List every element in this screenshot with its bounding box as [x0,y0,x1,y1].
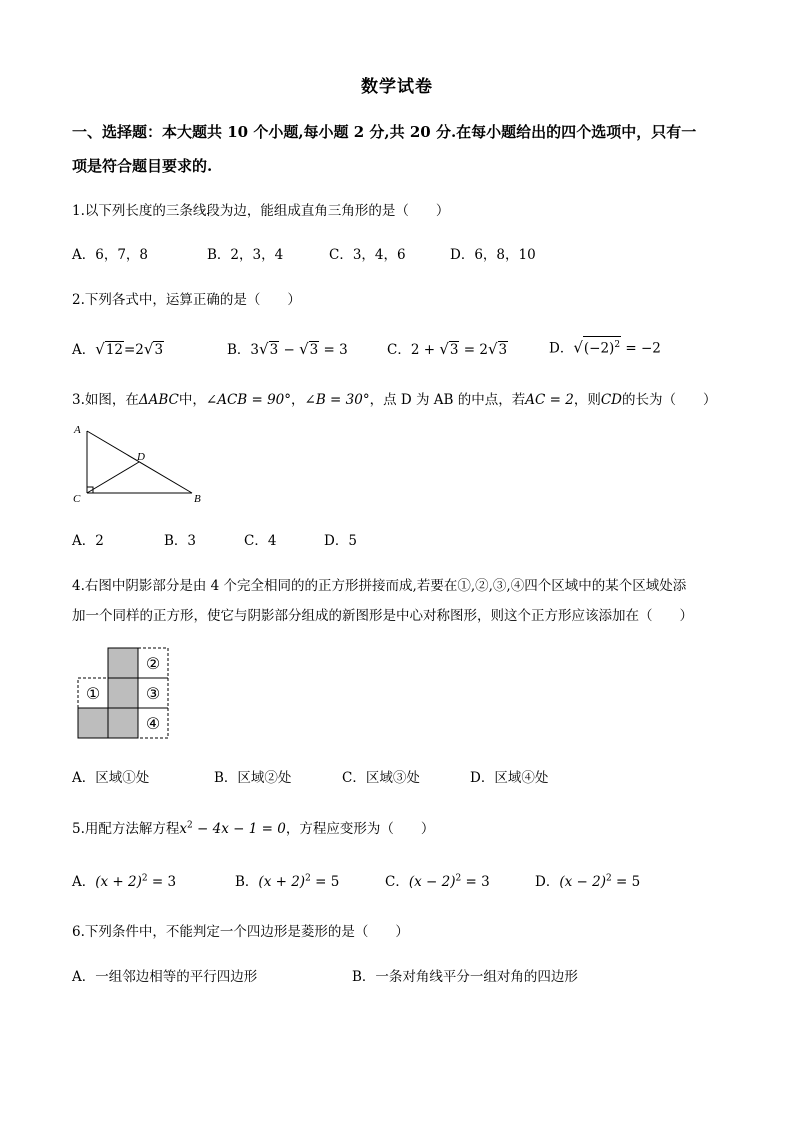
q2-option-c: C．2 + √3 = 2√3 [387,340,508,358]
region-3-label: ③ [145,684,161,703]
question-4-line2: 加一个同样的正方形，使它与阴影部分组成的新图形是中心对称图形，则这个正方形应该添加在（ ） [72,608,693,624]
section-heading-line1: 一、选择题：本大题共 10 个小题,每小题 2 分,共 20 分.在每小题给出的四个选项中，只有一 [72,123,697,141]
question-6-stem: 6.下列条件中，不能判定一个四边形是菱形的是（ ） [72,924,409,940]
label-c: C [73,493,81,505]
question-5-stem: 5.用配方法解方程$x^2 - 4x - 1 = 0$，方程应变形为（ ） [72,820,435,837]
q4-option-d: D．区域④处 [470,770,549,786]
question-2-stem: 2.下列各式中，运算正确的是（ ） [72,292,301,308]
region-4-label: ④ [145,714,161,733]
q2-option-b: B．3√3 − √3 = 3 [227,340,348,358]
shaded-square-middle [108,678,138,708]
q4-option-b: B．区域②处 [214,770,292,786]
squares-figure [76,646,172,742]
q6-option-a: A．一组邻边相等的平行四边形 [72,969,258,985]
label-d: D [137,451,145,463]
region-2-label: ② [145,654,161,673]
q3-option-d: D．5 [324,533,357,549]
triangle-figure [70,420,210,506]
q3-option-c: C．4 [244,533,277,549]
shaded-square-bottom-left [78,708,108,738]
q1-option-d: D．6，8，10 [450,247,536,263]
q5-option-b: B．$(x + 2)^2 = 5$ [235,873,340,890]
question-1-stem: 1.以下列长度的三条线段为边，能组成直角三角形的是（ ） [72,203,450,219]
region-1-label: ① [85,684,101,703]
q3-option-a: A．2 [72,533,104,549]
label-b: B [194,493,201,505]
shaded-square-top [108,648,138,678]
q1-option-b: B．2，3，4 [207,247,284,263]
q1-option-c: C．3，4，6 [329,247,406,263]
label-a: A [74,424,81,436]
q5-option-a: A．$(x + 2)^2 = 3$ [72,873,177,890]
q1-option-a: A．6，7，8 [72,247,149,263]
page-title: 数学试卷 [361,77,433,97]
q4-option-c: C．区域③处 [342,770,420,786]
q2-option-a: A．√12=2√3 [72,340,164,358]
question-4-line1: 4.右图中阴影部分是由 4 个完全相同的的正方形拼接而成,若要在①,②,③,④四个区域中的某个区域处添 [72,578,687,594]
q5-option-d: D．$(x - 2)^2 = 5$ [535,873,641,890]
segment-cd [87,462,139,493]
q3-option-b: B．3 [164,533,197,549]
q5-option-c: C．$(x - 2)^2 = 3$ [385,873,490,890]
q2-option-d: D．$√(-2)^2 = -2$ [549,336,661,357]
section-heading-line2: 项是符合题目要求的. [72,157,213,175]
section-heading [72,118,732,180]
q6-option-b: B．一条对角线平分一组对角的四边形 [352,969,578,985]
q4-option-a: A．区域①处 [72,770,150,786]
question-3-stem: 3.如图，在ΔABC中，∠ACB = 90°，∠B = 30°，点 D 为 AB 的中点，若AC = 2，则CD的长为（ ） [72,392,717,408]
shaded-square-bottom-right [108,708,138,738]
